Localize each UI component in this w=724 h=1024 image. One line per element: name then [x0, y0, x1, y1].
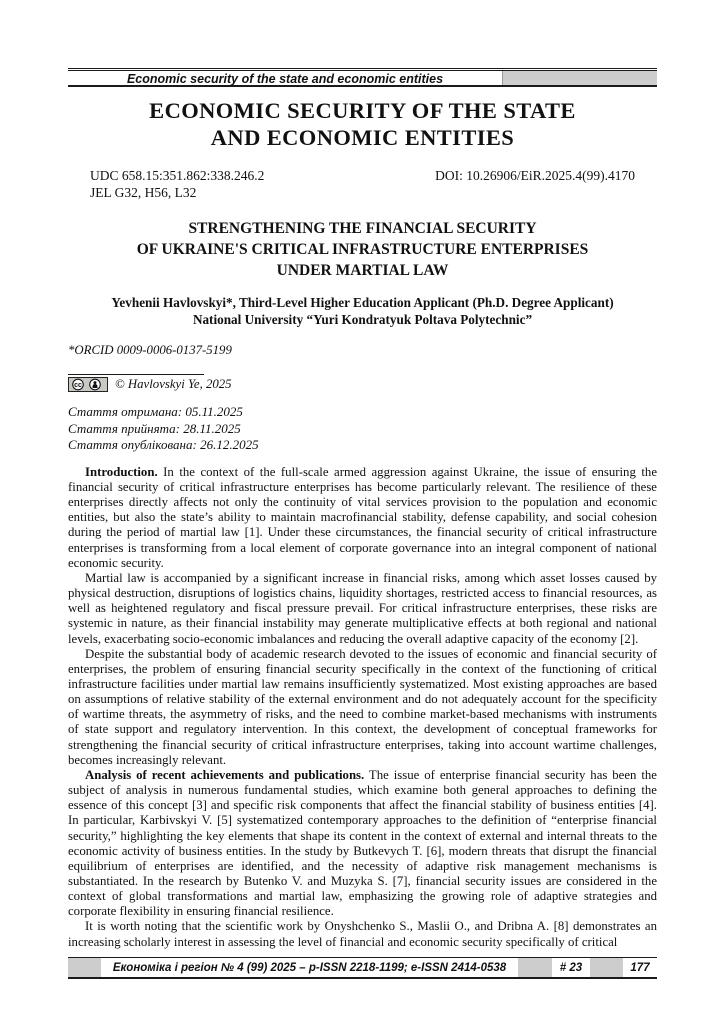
paragraph-lead: Introduction. — [85, 464, 158, 479]
doi-code: DOI: 10.26906/EiR.2025.4(99).4170 — [435, 168, 635, 183]
article-title — [68, 218, 657, 281]
cc-by-icon — [68, 377, 108, 392]
svg-text:cc: cc — [74, 382, 82, 389]
footer-gray-block — [590, 958, 623, 977]
article-title-line1: STRENGTHENING THE FINANCIAL SECURITY — [188, 220, 537, 237]
paragraph-text: Despite the substantial body of academic research devoted to the issues of economic and financial security of enterprises, the problem of ensuring financial security specifically in the context of the functioning of critical infrastructure facilities under martial law remains insufficiently systematized. Most existing approaches are based on assumptions of relative stability of the external environment and do not adequately account for the specificity of wartime threats, the asymmetry of risks, and the need to combine market-based mechanisms with instruments of state support and regulatory intervention. In this context, the development of conceptual frameworks for strengthening the financial security of critical infrastructure enterprises, taking into account wartime challenges, becomes increasingly relevant. — [68, 646, 657, 767]
meta-row — [68, 167, 657, 184]
paragraph-text: Martial law is accompanied by a significant increase in financial risks, among which asset losses caused by physical destruction, disruptions of logistics chains, liquidity shortages, restricted access to financial resources, as well as heightened regulatory and fiscal pressure prevail. For critical infrastructure enterprises, these risks are systemic in nature, as their financial instability may generate multiplicative effects at both regional and national levels, exacerbating socio-economic imbalances and reducing the overall adaptive capacity of the economy [2]. — [68, 570, 657, 646]
body-paragraph — [68, 465, 657, 571]
section-title — [68, 97, 657, 151]
date-accepted: Стаття прийнята: 28.11.2025 — [68, 420, 241, 436]
footer-issue-code: # 23 — [559, 961, 583, 974]
body-paragraph — [68, 768, 657, 920]
article-title-line2: OF UKRAINE'S CRITICAL INFRASTRUCTURE ENTERPRISES — [136, 241, 589, 258]
udc-code: UDC 658.15:351.862:338.246.2 — [90, 168, 265, 183]
copyright-note: © Havlovskyi Ye, 2025 — [115, 377, 232, 391]
date-published: Стаття опублікована: 26.12.2025 — [68, 437, 259, 453]
author-block — [68, 294, 657, 328]
running-head-gray-block — [502, 71, 657, 85]
footnote-separator — [68, 374, 204, 375]
body-paragraph — [68, 647, 657, 768]
body-paragraph — [68, 571, 657, 647]
paragraph-lead: Analysis of recent achievements and publications. — [85, 767, 365, 782]
page-content — [68, 68, 657, 950]
body-paragraph — [68, 919, 657, 949]
running-head-bar — [68, 68, 657, 87]
paragraph-text: It is worth noting that the scientific work by Onyshchenko S., Maslii O., and Dribna A. [8] demonstrates an increasing scholarly interest in assessing the level of financial and economic security specifically of critical — [68, 919, 657, 949]
section-title-line2: AND ECONOMIC ENTITIES — [210, 125, 515, 150]
dates-block — [68, 404, 657, 454]
paragraph-text: The issue of enterprise financial security has been the subject of analysis in numerous fundamental studies, which examine both general approaches to defining the essence of this concept [3] and specific risk components that affect the financial stability of business entities [4]. In particular, Karbivskyi V. [5] systematized contemporary approaches to the definition of “enterprise financial security,” highlighting the key elements that shape its content in the context of external and internal threats to the economic activity of business entities. In the study by Butkevych T. [6], modern threats that disrupt the financial equilibrium of enterprises are identified, and the necessity of adaptive risk management mechanisms is substantiated. In the research by Butenko V. and Muzyka S. [7], financial security issues are considered in the context of global transformations and martial law, emphasizing the growing role of adaptive strategies and corporate flexibility in ensuring financial resilience. — [68, 767, 657, 919]
orcid-note: *ORCID 0009-0006-0137-5199 — [68, 343, 232, 357]
article-body — [68, 465, 657, 950]
date-received: Стаття отримана: 05.11.2025 — [68, 404, 243, 419]
license-block — [68, 374, 657, 392]
affiliation-line: National University “Yuri Kondratyuk Poltava Polytechnic” — [192, 312, 533, 327]
footer-gray-block — [518, 958, 552, 977]
jel-code: JEL G32, H56, L32 — [90, 185, 197, 200]
author-line: Yevhenii Havlovskyi*, Third-Level Higher Education Applicant (Ph.D. Degree Applicant) — [111, 295, 614, 310]
article-title-line3: UNDER MARTIAL LAW — [276, 262, 449, 279]
footer-page-number: 177 — [630, 961, 650, 974]
running-title: Economic security of the state and economic entities — [126, 71, 444, 86]
journal-footer-bar — [68, 957, 657, 979]
paragraph-text: In the context of the full-scale armed aggression against Ukraine, the issue of ensuring the financial security of critical infrastructure enterprises has become particularly relevant. The resilience of these enterprises directly affects not only the continuity of vital services provision to the population and economic entities, but also the state’s ability to maintain macrofinancial stability, defense capability, and social cohesion during the period of martial law [1]. Under these circumstances, the financial security of critical infrastructure enterprises is transforming from a local element of corporate governance into an integral component of national economic security. — [68, 464, 657, 570]
section-title-line1: ECONOMIC SECURITY OF THE STATE — [149, 98, 576, 123]
footer-journal-info: Економіка і регіон № 4 (99) 2025 – p-ISSN 2218-1199; e-ISSN 2414-0538 — [112, 961, 507, 974]
footer-gray-block — [68, 958, 101, 977]
